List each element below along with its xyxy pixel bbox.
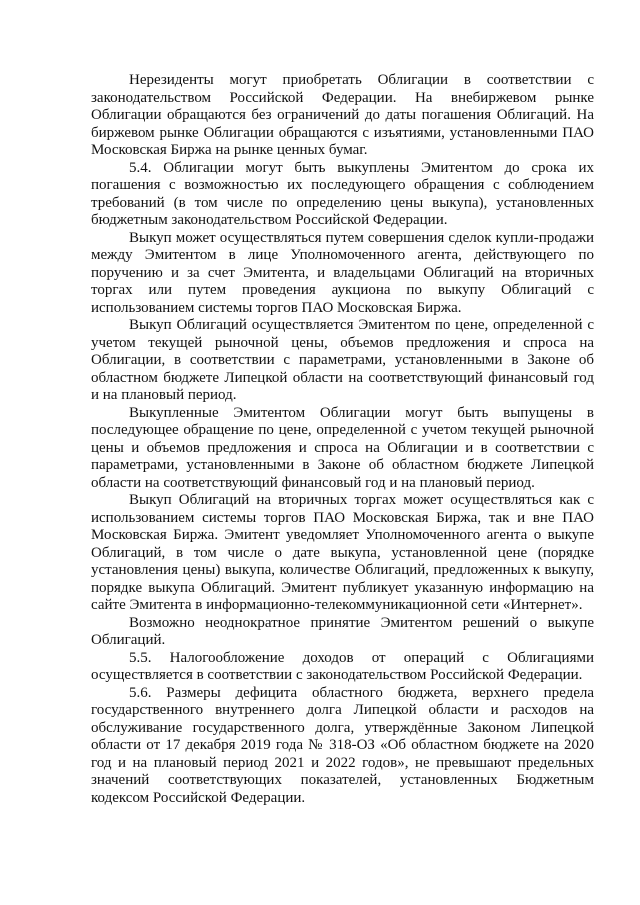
paragraph-buyback-price: Выкуп Облигаций осуществляется Эмитентом по цене, определенной с учетом текущей рыночной цены, объемов предложения и спроса на Облигации, в соответствии с параметрами, установленными в Законе об областном бюджете Липецкой области на соответствующий финансовый год и на плановый период. bbox=[91, 317, 594, 403]
paragraph-nonresidents: Нерезиденты могут приобретать Облигации в соответствии с законодательством Российской Федерации. На внебиржевом рынке Облигации обращаются без ограничений до даты погашения Облигаций. На биржевом рынке Облигации обращаются с изъятиями, установленными ПАО Московская Биржа на рынке ценных бумаг. bbox=[91, 72, 594, 158]
paragraph-repeated-buyback: Возможно неоднократное принятие Эмитентом решений о выкупе Облигаций. bbox=[91, 614, 594, 648]
paragraph-5-6-deficit: 5.6. Размеры дефицита областного бюджета, верхнего предела государственного внутреннего долга Липецкой области и расходов на обслуживание государственного долга, утверждённые Законом Липецкой области от 17 декабря 2019 года № 318-ОЗ «Об областном бюджете на 2020 год и на плановый период 2021 и 2022 годов», не превышают предельных значений соответствующих показателей, установленных Бюджетным кодексом Российской Федерации. bbox=[91, 684, 594, 806]
paragraph-5-4-buyback: 5.4. Облигации могут быть выкуплены Эмитентом до срока их погашения с возможностью их последующего обращения с соблюдением требований (в том числе по определению цены выкупа), установленных бюджетным законодательством Российской Федерации. bbox=[91, 159, 594, 228]
document-page bbox=[91, 72, 594, 807]
paragraph-buyback-method: Выкуп может осуществляться путем совершения сделок купли-продажи между Эмитентом в лице Уполномоченного агента, действующего по поручению и за счет Эмитента, и владельцами Облигаций на вторичных торгах или путем проведения аукциона по выкупу Облигаций с использованием системы торгов ПАО Московская Биржа. bbox=[91, 229, 594, 316]
paragraph-secondary-trading: Выкуп Облигаций на вторичных торгах может осуществляться как с использованием системы торгов ПАО Московская Биржа, так и вне ПАО Московская Биржа. Эмитент уведомляет Уполномоченного агента о выкупе Облигаций, в том числе о дате выкупа, установленной цене (порядке установления цены) выкупа, количестве Облигаций, предложенных к выкупу, порядке выкупа Облигаций. Эмитент публикует указанную информацию на сайте Эмитента в информационно-телекоммуникационной сети «Интернет». bbox=[91, 492, 594, 613]
paragraph-reissue: Выкупленные Эмитентом Облигации могут быть выпущены в последующее обращение по цене, определенной с учетом текущей рыночной цены и объемов предложения и спроса на Облигации и в соответствии с параметрами, установленными в Законе об областном бюджете Липецкой области на соответствующий финансовый год и на плановый период. bbox=[91, 404, 594, 491]
paragraph-5-5-taxation: 5.5. Налогообложение доходов от операций с Облигациями осуществляется в соответствии с законодательством Российской Федерации. bbox=[91, 649, 594, 683]
